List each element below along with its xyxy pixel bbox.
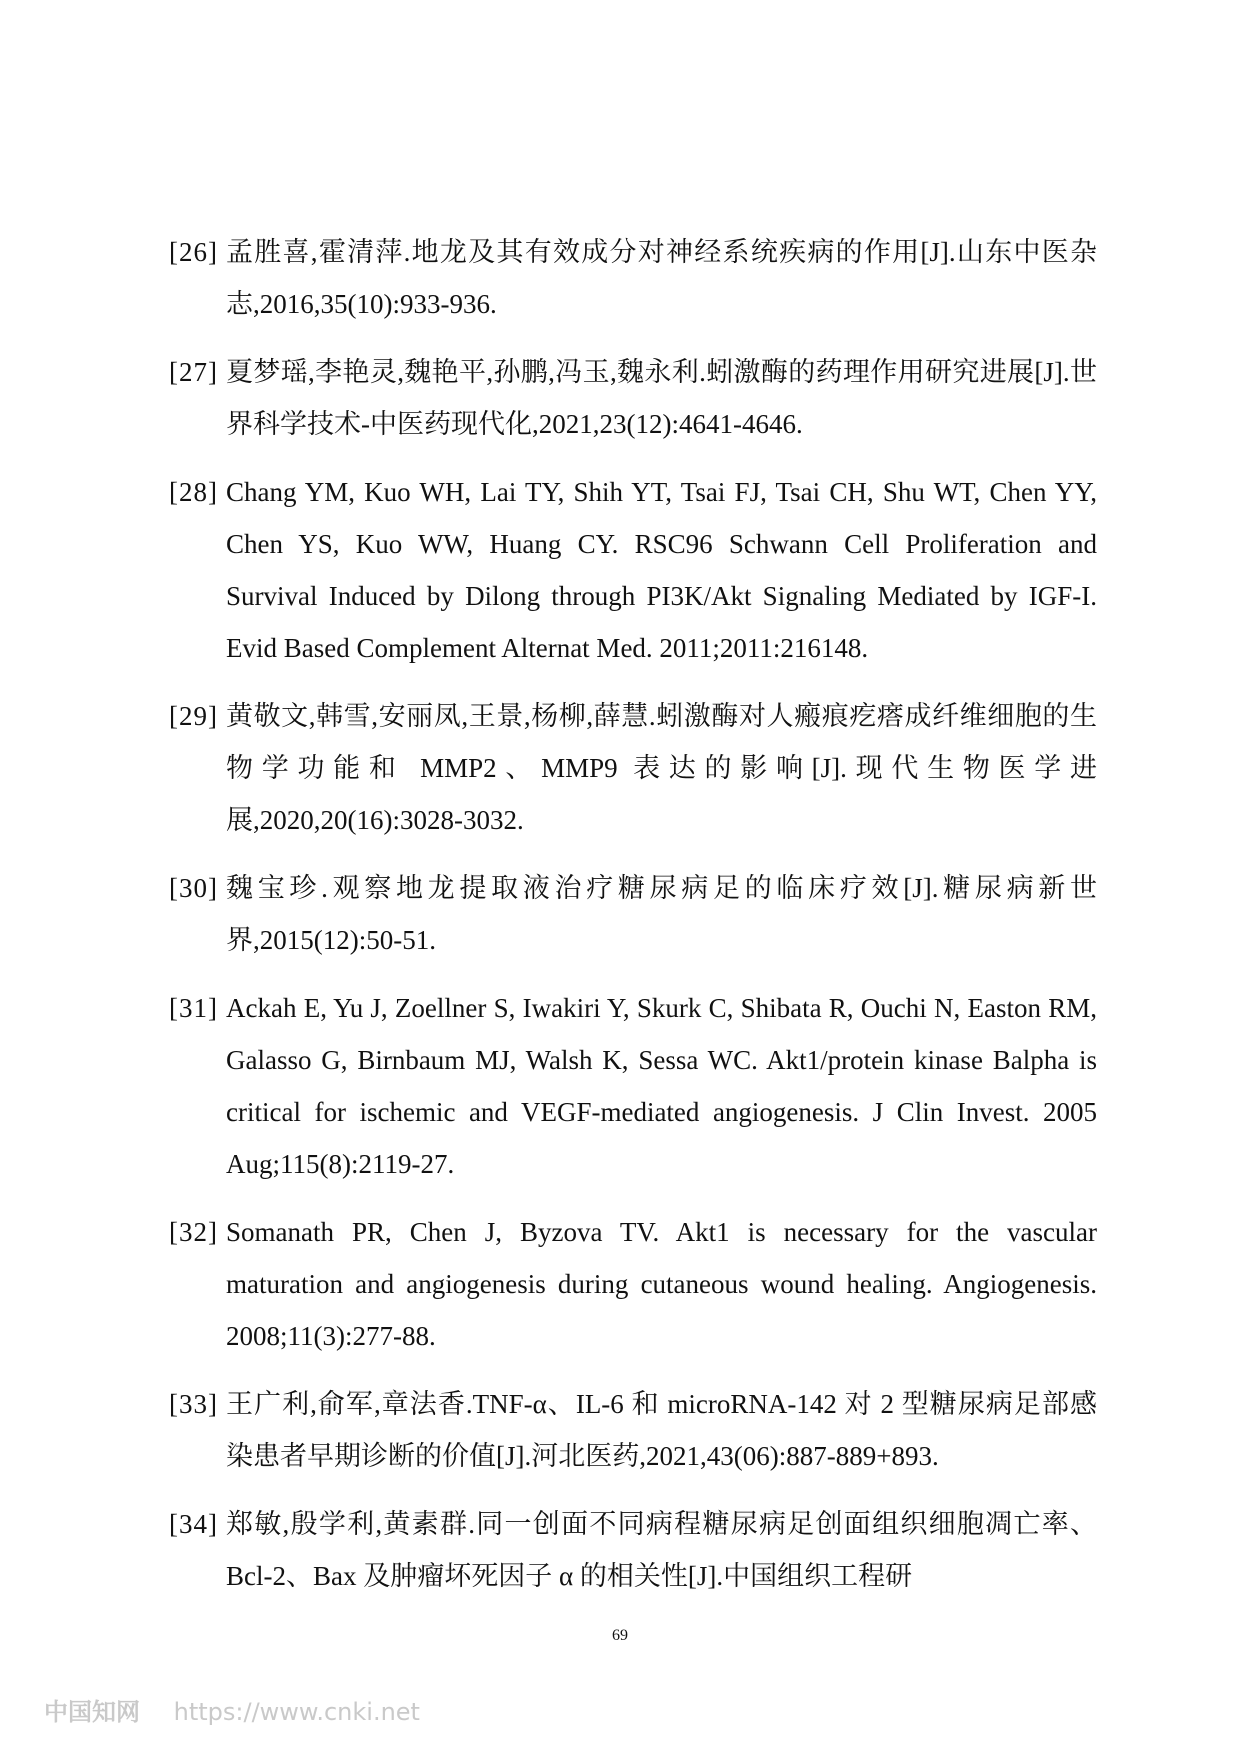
reference-number: [33] xyxy=(169,1389,218,1419)
reference-text: Ackah E, Yu J, Zoellner S, Iwakiri Y, Skurk C, Shibata R, Ouchi N, Easton RM, Galasso G, Birnbaum MJ, Walsh K, Sessa WC. Akt1/protein kinase Balpha is critical for ischemic and VEGF-mediated angiogenesis. J Clin Invest. 2005 Aug;115(8):2119-27. xyxy=(226,993,1097,1179)
cnki-watermark xyxy=(44,1692,420,1727)
reference-number: [27] xyxy=(169,357,218,387)
reference-number: [30] xyxy=(169,873,218,903)
reference-item-29 xyxy=(169,690,1097,846)
reference-item-30 xyxy=(169,862,1097,966)
reference-item-33 xyxy=(169,1378,1097,1482)
reference-item-28 xyxy=(169,466,1097,674)
reference-text: Chang YM, Kuo WH, Lai TY, Shih YT, Tsai FJ, Tsai CH, Shu WT, Chen YY, Chen YS, Kuo WW, Huang CY. RSC96 Schwann Cell Proliferation and Survival Induced by Dilong through PI3K/Akt Signaling Mediated by IGF-I. Evid Based Complement Alternat Med. 2011;2011:216148. xyxy=(226,477,1097,663)
page-number: 69 xyxy=(612,1627,628,1644)
reference-item-26 xyxy=(169,226,1097,330)
reference-text: 王广利,俞军,章法香.TNF-α、IL-6 和 microRNA-142 对 2 型糖尿病足部感染患者早期诊断的价值[J].河北医药,2021,43(06):887-889+893. xyxy=(226,1389,1097,1471)
reference-text: 夏梦瑶,李艳灵,魏艳平,孙鹏,冯玉,魏永利.蚓激酶的药理作用研究进展[J].世界科学技术-中医药现代化,2021,23(12):4641-4646. xyxy=(226,357,1097,439)
reference-text: 郑敏,殷学利,黄素群.同一创面不同病程糖尿病足创面组织细胞凋亡率、Bcl-2、Bax 及肿瘤坏死因子 α 的相关性[J].中国组织工程研 xyxy=(226,1509,1097,1591)
reference-text: 魏宝珍.观察地龙提取液治疗糖尿病足的临床疗效[J].糖尿病新世界,2015(12):50-51. xyxy=(226,873,1097,955)
reference-number: [32] xyxy=(169,1217,218,1247)
reference-number: [29] xyxy=(169,701,218,731)
reference-number: [26] xyxy=(169,237,218,267)
reference-number: [31] xyxy=(169,993,218,1023)
reference-text: 孟胜喜,霍清萍.地龙及其有效成分对神经系统疾病的作用[J].山东中医杂志,2016,35(10):933-936. xyxy=(226,237,1097,319)
cnki-url: https://www.cnki.net xyxy=(173,1698,420,1726)
reference-number: [34] xyxy=(169,1509,218,1539)
reference-item-34 xyxy=(169,1498,1097,1602)
reference-number: [28] xyxy=(169,477,218,507)
reference-item-27 xyxy=(169,346,1097,450)
reference-list xyxy=(169,226,1097,1618)
cnki-logo-text: 中国知网 xyxy=(44,1698,140,1726)
reference-text: 黄敬文,韩雪,安丽凤,王景,杨柳,薛慧.蚓激酶对人瘢痕疙瘩成纤维细胞的生物学功能和 MMP2、MMP9 表达的影响[J].现代生物医学进展,2020,20(16):3028-3032. xyxy=(226,701,1097,835)
reference-item-31 xyxy=(169,982,1097,1190)
reference-text: Somanath PR, Chen J, Byzova TV. Akt1 is necessary for the vascular maturation and angiogenesis during cutaneous wound healing. Angiogenesis. 2008;11(3):277-88. xyxy=(226,1217,1097,1351)
reference-item-32 xyxy=(169,1206,1097,1362)
